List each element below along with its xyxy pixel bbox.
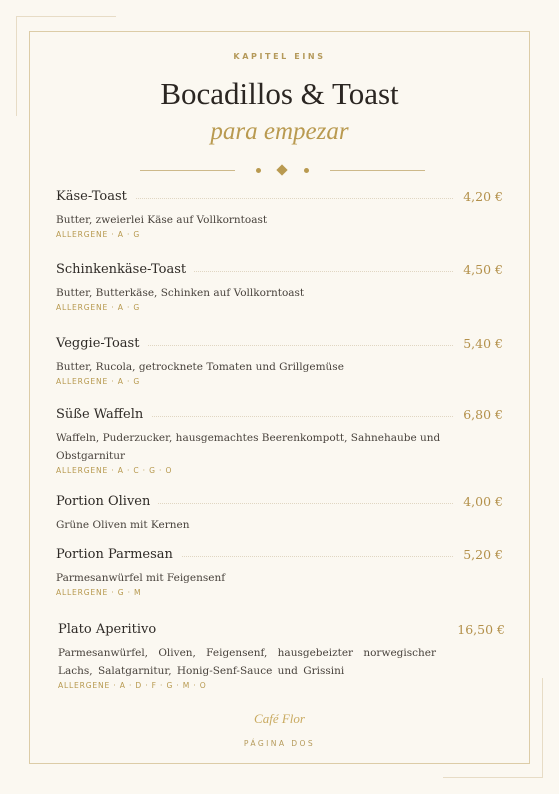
menu-item-name: Plato Aperitivo (58, 622, 164, 637)
menu-item-name: Portion Parmesan (56, 547, 181, 562)
menu-item-price: 4,50 € (455, 262, 503, 277)
ornament-divider (140, 164, 425, 178)
menu-item-header (58, 622, 505, 640)
chapter-kicker: KAPITEL EINS (233, 52, 326, 61)
menu-item-allergens: ALLERGENE · A · C · G · O (56, 466, 173, 475)
menu-item-description: Butter, zweierlei Käse auf Vollkorntoast (56, 214, 268, 226)
menu-item-header (56, 336, 503, 354)
menu-item-price: 5,20 € (455, 547, 503, 562)
cafe-logo: Café Flor (254, 711, 305, 726)
corner-ornament-bottom-right (542, 678, 543, 778)
corner-ornament-top-left (16, 16, 116, 17)
menu-item-header (56, 547, 503, 565)
menu-item-allergens: ALLERGENE · A · D · F · G · M · O (58, 681, 207, 690)
divider-line (140, 170, 235, 171)
menu-item-description: Butter, Butterkäse, Schinken auf Vollkorntoast (56, 287, 305, 299)
menu-item-header (56, 494, 503, 512)
page-subtitle: para empezar (210, 118, 349, 145)
menu-item-description: Parmesanwürfel, Oliven, Feigensenf, hausgebeizter norwegischer Lachs, Salatgarnitur, Honig-Senf-Sauce und Grissini (58, 647, 436, 677)
menu-item-description: Butter, Rucola, getrocknete Tomaten und Grillgemüse (56, 361, 344, 373)
menu-item (56, 547, 503, 599)
menu-item-allergens: ALLERGENE · A · G (56, 303, 141, 312)
menu-item-price: 5,40 € (455, 336, 503, 351)
menu-item (56, 262, 503, 314)
divider-line (330, 170, 425, 171)
menu-item-name: Portion Oliven (56, 494, 158, 509)
menu-item (58, 622, 505, 692)
menu-item-allergens: ALLERGENE · G · M (56, 588, 142, 597)
menu-item-price: 4,00 € (455, 494, 503, 509)
menu-item-header (56, 407, 503, 425)
divider-diamond-icon (276, 164, 287, 175)
menu-item-allergens: ALLERGENE · A · G (56, 377, 141, 386)
menu-item-allergens: ALLERGENE · A · G (56, 230, 141, 239)
menu-item-header (56, 262, 503, 280)
menu-item-price: 6,80 € (455, 407, 503, 422)
menu-item-header (56, 189, 503, 207)
divider-dot (304, 168, 309, 173)
menu-item-description: Waffeln, Puderzucker, hausgemachtes Beerenkompott, Sahnehaube und Obstgarnitur (56, 432, 441, 462)
menu-item-name: Veggie-Toast (56, 336, 147, 351)
menu-item-price: 4,20 € (455, 189, 503, 204)
divider-dot (256, 168, 261, 173)
menu-item-description: Grüne Oliven mit Kernen (56, 519, 190, 531)
menu-item (56, 189, 503, 241)
corner-ornament-bottom-right (443, 777, 543, 778)
menu-item-name: Schinkenkäse-Toast (56, 262, 194, 277)
menu-item-name: Süße Waffeln (56, 407, 151, 422)
page-label: PÁGINA DOS (243, 739, 316, 748)
page-title: Bocadillos & Toast (160, 76, 399, 111)
menu-item-price: 16,50 € (449, 622, 505, 637)
menu-item (56, 336, 503, 388)
menu-item (56, 494, 503, 534)
menu-item-name: Käse-Toast (56, 189, 135, 204)
menu-item-description: Parmesanwürfel mit Feigensenf (56, 572, 226, 584)
menu-item (56, 407, 503, 477)
